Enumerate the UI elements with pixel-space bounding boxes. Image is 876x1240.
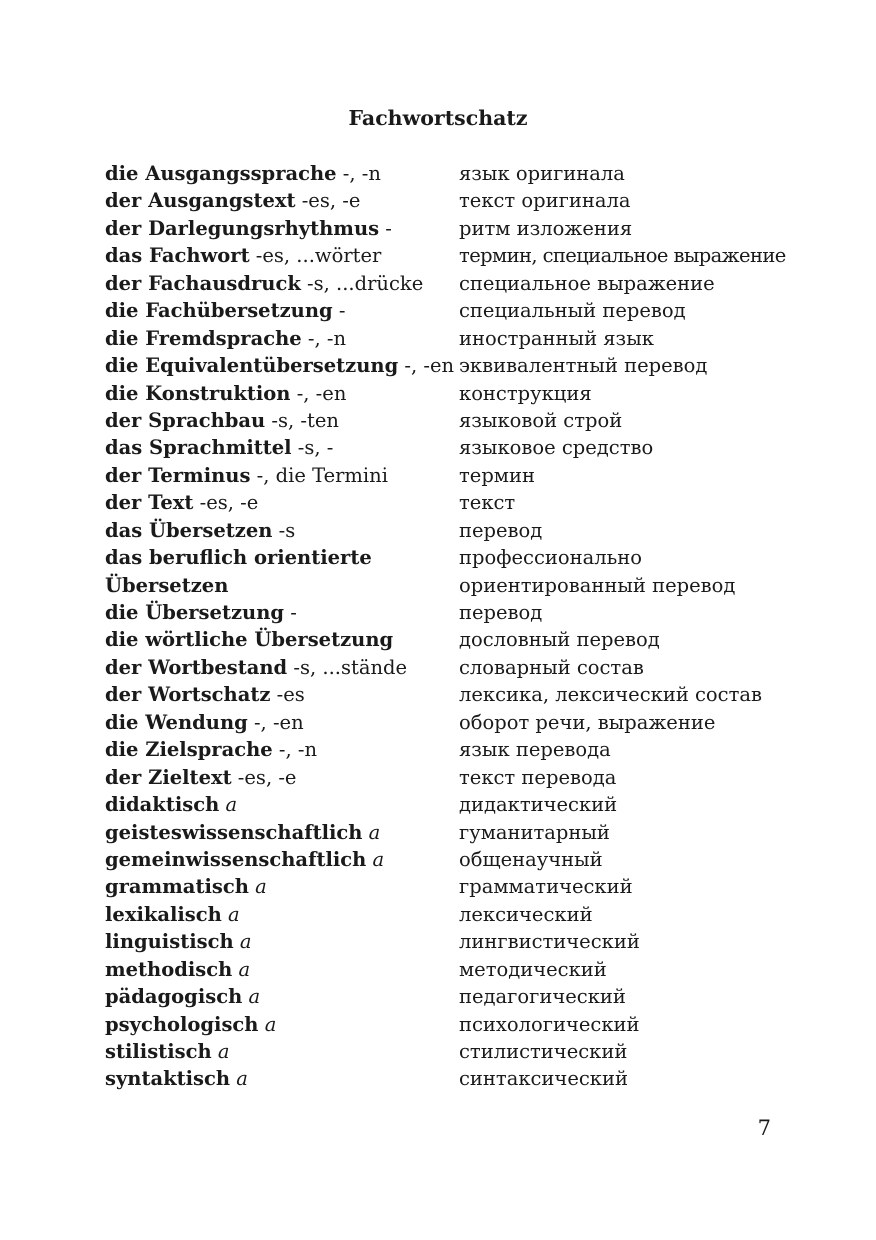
russian-translation: перевод <box>459 601 543 624</box>
german-term <box>105 215 392 242</box>
russian-translation: текст перевода <box>459 765 617 789</box>
term-headword: die Zielsprache <box>105 738 273 762</box>
german-term <box>105 1038 229 1065</box>
term-headword: linguistisch <box>105 930 234 954</box>
german-term <box>105 901 240 928</box>
german-term <box>105 160 381 187</box>
german-term <box>105 187 360 214</box>
term-headword: die Ausgangssprache <box>105 162 337 185</box>
term-grammar: - <box>284 601 297 624</box>
glossary-entry <box>105 956 805 983</box>
term-grammar: -, -n <box>301 326 347 350</box>
glossary-entry <box>105 325 805 352</box>
russian-translation: методический <box>459 957 607 981</box>
glossary-entry <box>105 407 805 434</box>
glossary-entry <box>105 160 805 187</box>
glossary-entry <box>105 709 805 736</box>
term-grammar: -s, ...stände <box>287 655 408 679</box>
german-term <box>105 270 423 297</box>
russian-translation: оборот речи, выражение <box>459 710 716 734</box>
term-part-of-speech: a <box>366 847 385 871</box>
term-part-of-speech: a <box>233 930 252 954</box>
term-grammar: -es <box>270 683 305 707</box>
german-term <box>105 1065 248 1092</box>
term-part-of-speech: a <box>248 875 267 899</box>
german-term <box>105 1011 276 1038</box>
german-term <box>105 764 296 791</box>
glossary-entry <box>105 517 805 544</box>
russian-translation: специальное выражение <box>459 271 715 295</box>
term-grammar: -, die Termini <box>250 463 388 487</box>
german-term <box>105 983 260 1010</box>
term-grammar: -, -n <box>272 738 318 762</box>
term-grammar: - <box>332 299 346 323</box>
glossary-entry <box>105 599 805 626</box>
german-term <box>105 626 393 653</box>
russian-translation: язык перевода <box>459 738 611 762</box>
term-headword: das Fachwort <box>105 244 250 268</box>
term-grammar: -s, -ten <box>265 408 339 432</box>
term-part-of-speech: a <box>221 902 240 926</box>
term-grammar: -, -en <box>398 354 455 378</box>
term-grammar: -, -en <box>247 710 304 734</box>
term-grammar: -s, ...drücke <box>300 271 424 295</box>
term-headword: Übersetzen <box>105 573 229 597</box>
term-part-of-speech: a <box>258 1012 277 1036</box>
term-headword: die Equivalentübersetzung <box>105 354 399 378</box>
glossary-entry <box>105 1065 805 1092</box>
russian-translation: словарный состав <box>459 655 644 679</box>
german-term <box>105 736 317 763</box>
russian-translation: гуманитарный <box>459 820 610 844</box>
term-headword: der Terminus <box>105 463 251 487</box>
term-grammar: -s <box>272 518 296 542</box>
glossary-entry <box>105 983 805 1010</box>
term-headword: didaktisch <box>105 793 220 817</box>
term-grammar: -es, -e <box>295 189 361 213</box>
term-grammar: - <box>379 216 392 240</box>
german-term <box>105 599 297 626</box>
glossary-entry <box>105 791 805 818</box>
glossary-list <box>105 160 805 1093</box>
glossary-entry <box>105 434 805 461</box>
russian-translation: синтаксический <box>459 1067 628 1091</box>
german-term <box>105 325 346 352</box>
german-term <box>105 654 407 681</box>
glossary-entry <box>105 270 805 297</box>
german-term <box>105 489 258 516</box>
term-headword: die Fachübersetzung <box>105 299 333 323</box>
german-term <box>105 709 304 736</box>
german-term <box>105 928 251 955</box>
term-headword: die Fremdsprache <box>105 326 302 350</box>
glossary-entry <box>105 901 805 928</box>
glossary-entry <box>105 215 805 242</box>
russian-translation: эквивалентный перевод <box>459 354 708 378</box>
term-headword: der Darlegungsrhythmus <box>105 216 380 240</box>
russian-translation: иностранный язык <box>459 326 654 350</box>
glossary-entry <box>105 846 805 873</box>
glossary-entry <box>105 187 805 214</box>
russian-translation: лексический <box>459 902 593 926</box>
term-part-of-speech: a <box>362 820 381 844</box>
term-headword: der Wortbestand <box>105 655 288 679</box>
german-term <box>105 380 346 407</box>
russian-translation: общенаучный <box>459 847 603 871</box>
term-grammar: -es, -e <box>193 491 259 515</box>
russian-translation: текст <box>459 491 516 515</box>
glossary-entry <box>105 297 805 324</box>
german-term <box>105 681 305 708</box>
term-headword: gemeinwissenschaftlich <box>105 847 367 871</box>
page-number: 7 <box>757 1116 771 1140</box>
glossary-entry <box>105 352 805 379</box>
term-grammar: -es, -e <box>231 765 297 789</box>
russian-translation: языковое средство <box>459 436 654 460</box>
russian-translation: лингвистический <box>459 930 640 954</box>
term-headword: der Wortschatz <box>105 683 271 707</box>
russian-translation: специальный перевод <box>459 299 686 323</box>
german-term <box>105 297 345 324</box>
german-term <box>105 544 372 571</box>
term-headword: methodisch <box>105 957 233 981</box>
term-headword: das beruflich orientierte <box>105 546 372 570</box>
term-part-of-speech: a <box>219 793 238 817</box>
german-term <box>105 846 384 873</box>
term-headword: das Übersetzen <box>105 518 273 542</box>
glossary-entry <box>105 819 805 846</box>
term-part-of-speech: a <box>242 985 261 1009</box>
german-term <box>105 517 295 544</box>
term-headword: der Sprachbau <box>105 408 266 432</box>
german-term <box>105 462 388 489</box>
german-term <box>105 572 228 599</box>
term-part-of-speech: a <box>211 1040 230 1063</box>
german-term <box>105 873 267 900</box>
term-headword: lexikalisch <box>105 902 222 926</box>
glossary-entry <box>105 736 805 763</box>
glossary-entry <box>105 572 805 599</box>
glossary-entry <box>105 1011 805 1038</box>
russian-translation: психологический <box>459 1012 640 1036</box>
russian-translation: стилистический <box>459 1040 628 1063</box>
term-headword: pädagogisch <box>105 985 243 1009</box>
term-grammar: -s, - <box>291 436 334 460</box>
russian-translation: ориентированный перевод <box>459 573 736 597</box>
glossary-entry <box>105 654 805 681</box>
term-headword: der Ausgangstext <box>105 189 296 213</box>
glossary-entry <box>105 928 805 955</box>
russian-translation: язык оригинала <box>459 162 625 185</box>
term-part-of-speech: a <box>230 1067 248 1091</box>
term-headword: die Konstruktion <box>105 381 291 405</box>
term-headword: der Fachausdruck <box>105 271 301 295</box>
glossary-entry <box>105 1038 805 1065</box>
russian-translation: языковой строй <box>459 408 623 432</box>
german-term <box>105 819 380 846</box>
glossary-entry <box>105 764 805 791</box>
glossary-entry <box>105 873 805 900</box>
glossary-entry <box>105 626 805 653</box>
glossary-entry <box>105 489 805 516</box>
term-headword: die Wendung <box>105 710 248 734</box>
term-grammar: -, -en <box>290 381 347 405</box>
term-headword: stilistisch <box>105 1040 212 1063</box>
russian-translation: конструкция <box>459 381 592 405</box>
german-term <box>105 956 250 983</box>
russian-translation: ритм изложения <box>459 216 633 240</box>
term-headword: das Sprachmittel <box>105 436 292 460</box>
term-headword: geisteswissenschaftlich <box>105 820 363 844</box>
glossary-entry <box>105 544 805 571</box>
german-term <box>105 242 381 269</box>
german-term <box>105 352 454 379</box>
russian-translation: грамматический <box>459 875 633 899</box>
term-grammar: -es, ...wörter <box>249 244 382 268</box>
german-term <box>105 407 339 434</box>
russian-translation: текст оригинала <box>459 189 631 213</box>
term-headword: psychologisch <box>105 1012 259 1036</box>
russian-translation: лексика, лексический состав <box>459 683 762 707</box>
term-headword: syntaktisch <box>105 1067 231 1091</box>
glossary-entry <box>105 681 805 708</box>
term-headword: die Übersetzung <box>105 601 285 624</box>
term-headword: grammatisch <box>105 875 249 899</box>
term-headword: der Text <box>105 491 194 515</box>
term-part-of-speech: a <box>232 957 251 981</box>
russian-translation: профессионально <box>459 546 642 570</box>
glossary-entry <box>105 462 805 489</box>
german-term <box>105 791 237 818</box>
term-headword: der Zieltext <box>105 765 232 789</box>
glossary-entry <box>105 380 805 407</box>
glossary-entry <box>105 242 805 269</box>
russian-translation: педагогический <box>459 985 626 1009</box>
german-term <box>105 434 333 461</box>
russian-translation: дидактический <box>459 793 618 817</box>
term-headword: die wörtliche Übersetzung <box>105 628 394 652</box>
russian-translation: термин <box>459 463 535 487</box>
term-grammar: -, -n <box>336 162 381 185</box>
page-title: Fachwortschatz <box>348 106 528 130</box>
russian-translation: перевод <box>459 518 543 542</box>
russian-translation: дословный перевод <box>459 628 660 652</box>
russian-translation: термин, специальное выражение <box>459 244 786 268</box>
